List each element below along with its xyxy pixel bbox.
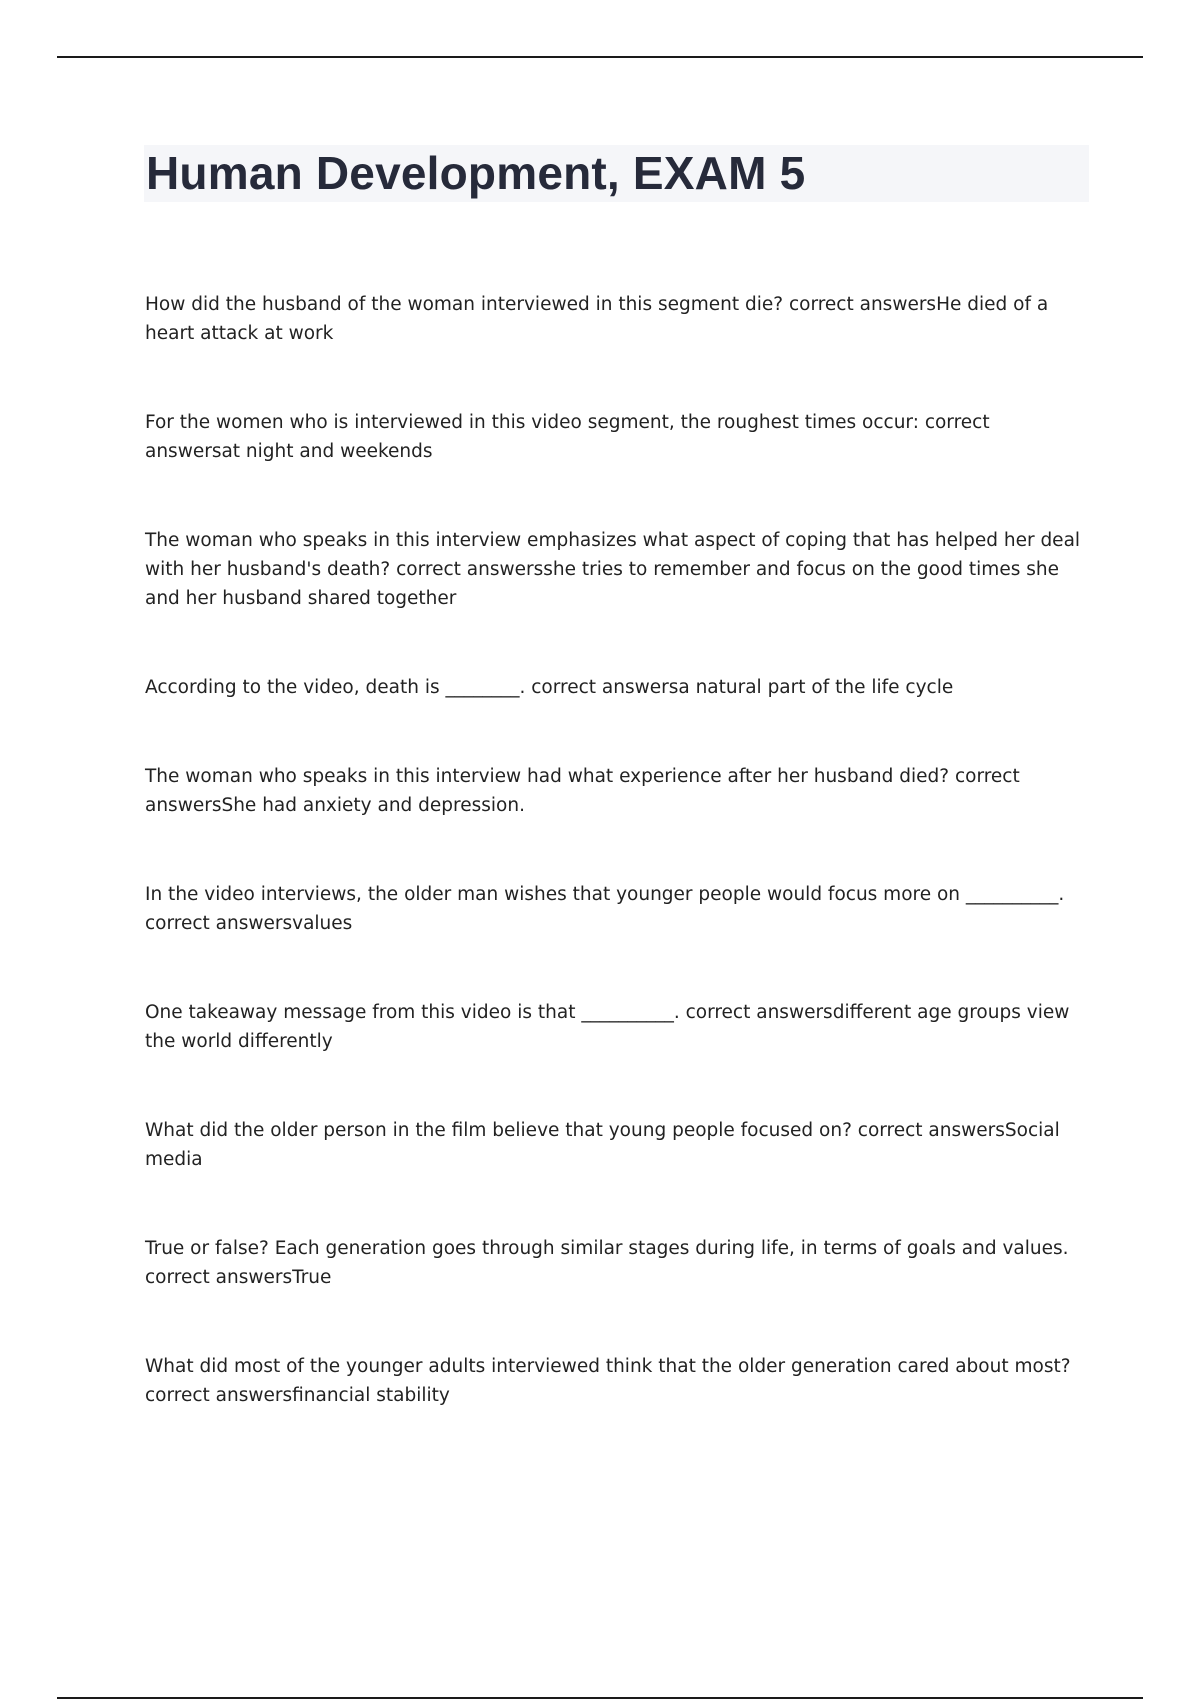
qa-item: True or false? Each generation goes through similar stages during life, in terms of goals and values. correct answersTrue bbox=[145, 1238, 1069, 1288]
qa-item: The woman who speaks in this interview emphasizes what aspect of coping that has helped her deal with her husband's death? correct answersshe tries to remember and focus on the good times she and her husband shared together bbox=[145, 530, 1081, 609]
qa-item: What did the older person in the film believe that young people focused on? correct answersSocial media bbox=[145, 1120, 1060, 1170]
page-title: Human Development, EXAM 5 bbox=[146, 147, 806, 199]
qa-item: The woman who speaks in this interview had what experience after her husband died? correct answersShe had anxiety and depression. bbox=[145, 766, 1020, 816]
qa-item: What did most of the younger adults interviewed think that the older generation cared about most? correct answersfinancial stability bbox=[145, 1356, 1071, 1406]
qa-item: According to the video, death is ________. correct answersa natural part of the life cycle bbox=[145, 677, 954, 698]
bottom-rule bbox=[57, 1697, 1143, 1699]
top-rule bbox=[57, 56, 1143, 58]
qa-list bbox=[145, 290, 1090, 1470]
qa-item: For the women who is interviewed in this video segment, the roughest times occur: correct answersat night and weekends bbox=[145, 412, 990, 462]
qa-item: How did the husband of the woman interviewed in this segment die? correct answersHe died of a heart attack at work bbox=[145, 294, 1049, 344]
qa-item: In the video interviews, the older man wishes that younger people would focus more on __________. correct answersvalues bbox=[145, 884, 1065, 934]
qa-item: One takeaway message from this video is that __________. correct answersdifferent age groups view the world differently bbox=[145, 1002, 1070, 1052]
